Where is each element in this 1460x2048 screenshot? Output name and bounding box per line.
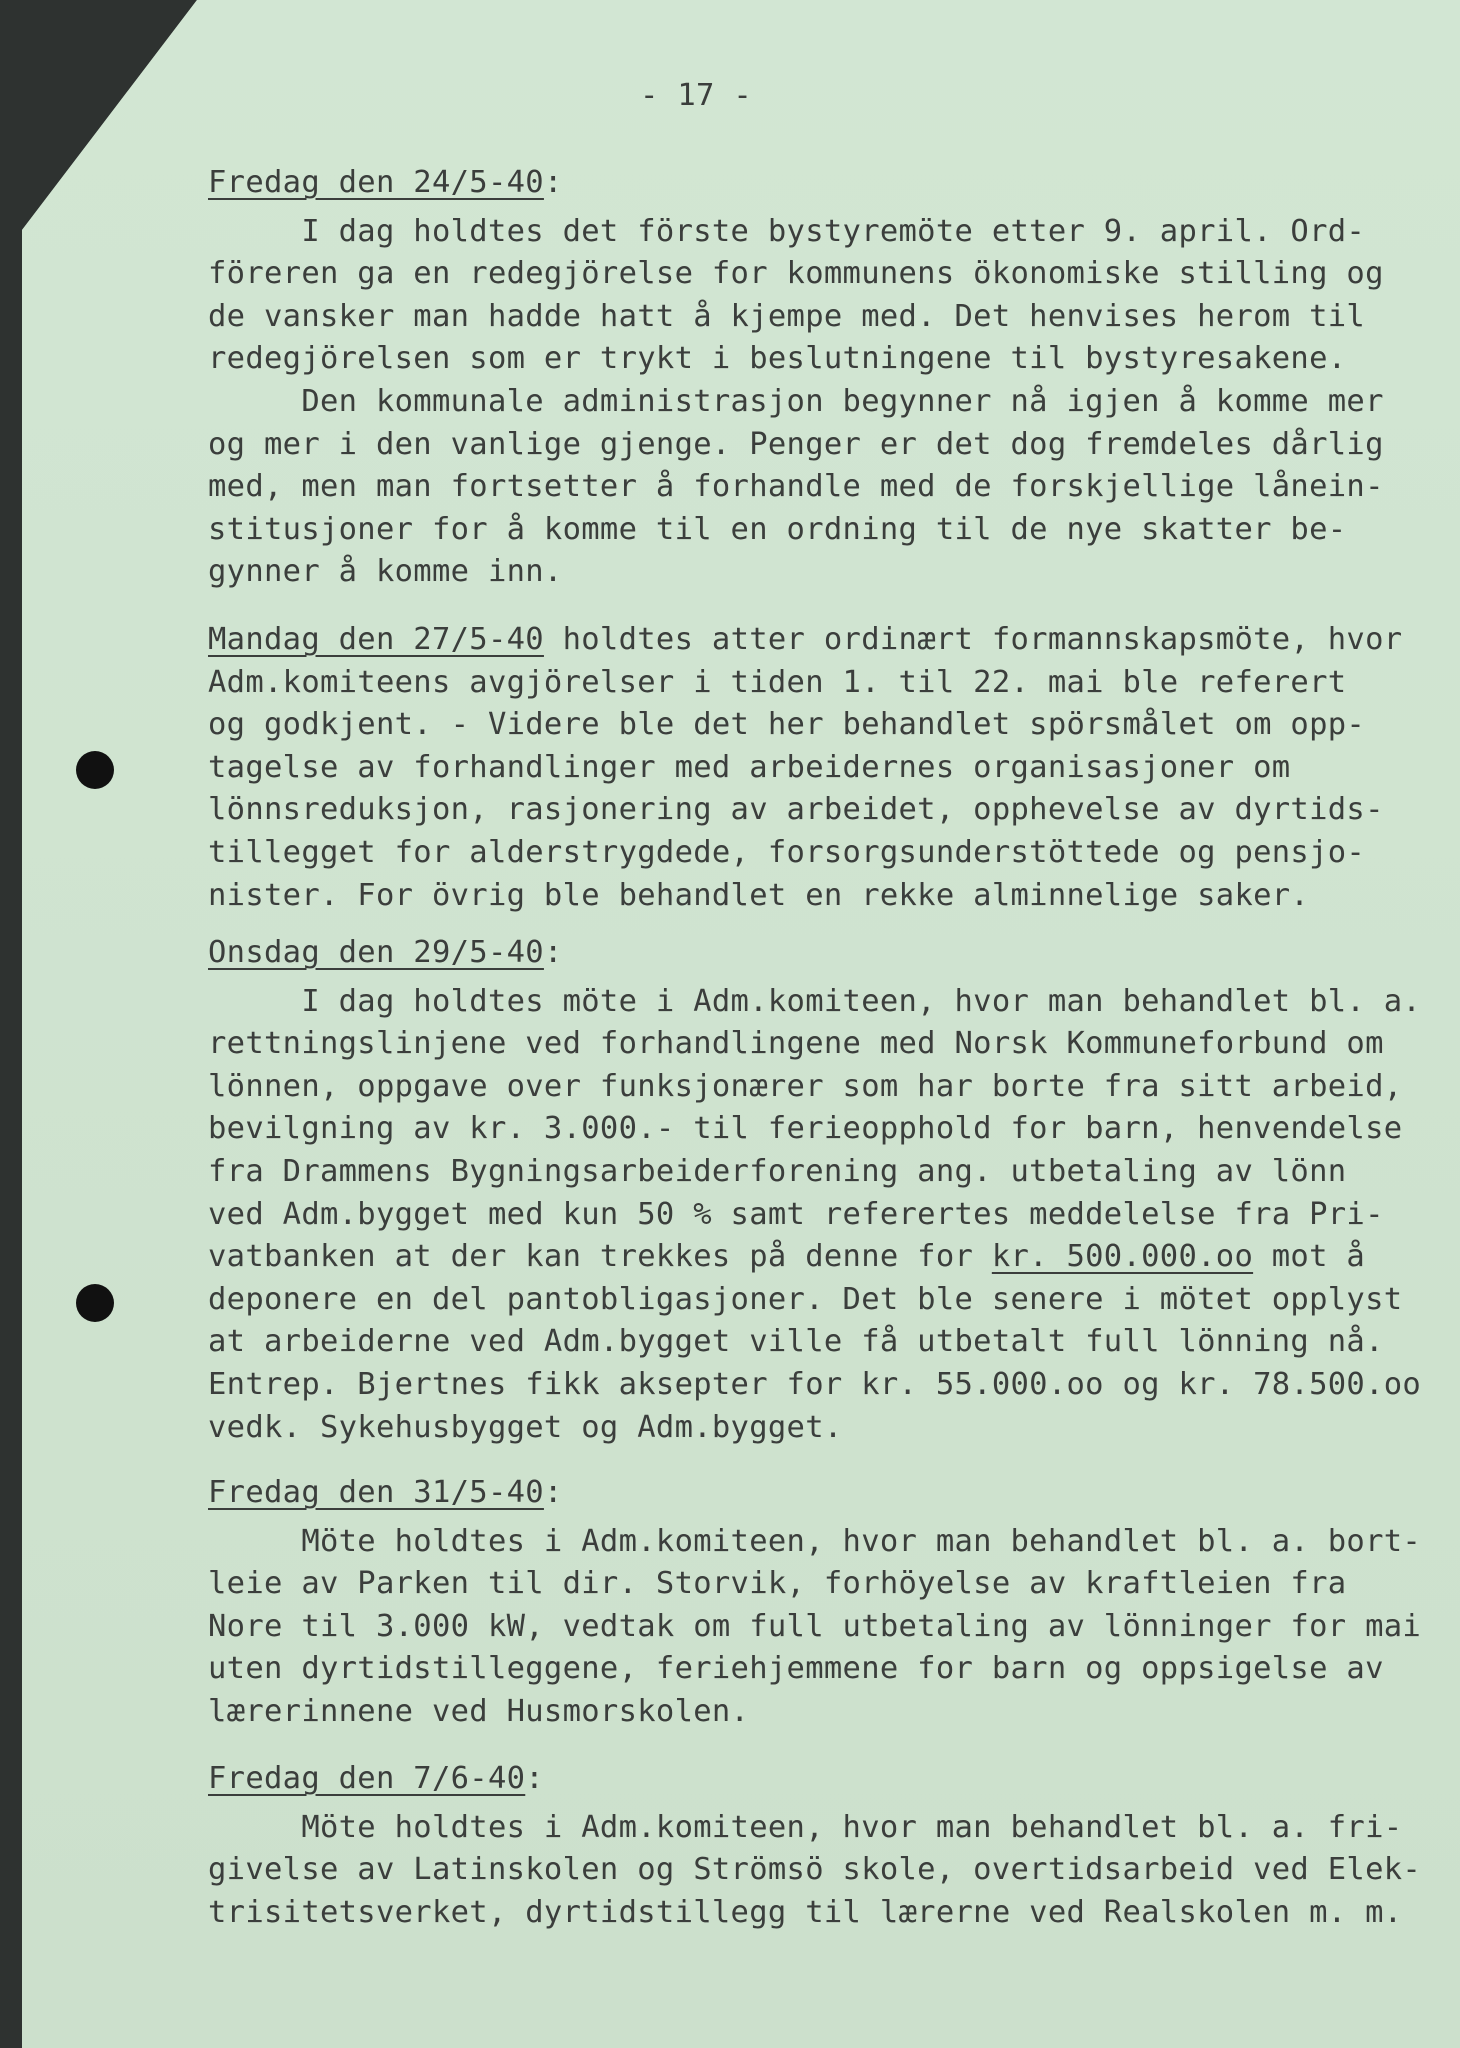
text-line: fra Drammens Bygningsarbeiderforening ang. utbetaling av lönn	[208, 1154, 1347, 1189]
text-line: tillegget for alderstrygdede, forsorgsunderstöttede og pensjo-	[208, 835, 1366, 870]
text-line: vedk. Sykehusbygget og Adm.bygget.	[208, 1409, 843, 1445]
punch-hole-lower	[76, 1284, 114, 1322]
text-line: Möte holdtes i Adm.komiteen, hvor man behandlet bl. a. fri-	[208, 1809, 1403, 1845]
text-line: rettningslinjene ved forhandlingene med Norsk Kommuneforbund om	[208, 1026, 1384, 1062]
heading-date: Mandag den 27/5-40	[208, 622, 544, 657]
text-line: Möte holdtes i Adm.komiteen, hvor man behandlet bl. a. bort-	[208, 1523, 1422, 1559]
text-line: leie av Parken til dir. Storvik, forhöyelse av kraftleien fra	[208, 1566, 1347, 1602]
text-line: lærerinnene ved Husmorskolen.	[208, 1694, 750, 1729]
text-line: deponere en del pantobligasjoner. Det ble senere i mötet opplyst	[208, 1281, 1403, 1317]
text-line: Den kommunale administrasjon begynner nå igjen å komme mer	[208, 384, 1384, 419]
heading-suffix: :	[543, 935, 563, 970]
text-line: redegjörelsen som er trykt i beslutningene til bystyresakene.	[208, 341, 1347, 377]
page-number: - 17 -	[640, 78, 752, 113]
text-line: uten dyrtidstilleggene, feriehjemmene for barn og oppsigelse av	[208, 1651, 1384, 1687]
text-line	[208, 1239, 1365, 1274]
section-heading	[208, 1475, 563, 1510]
text-segment: mot å	[1253, 1239, 1366, 1275]
text-line: Entrep. Bjertnes fikk aksepter for kr. 55.000.oo og kr. 78.500.oo	[208, 1367, 1422, 1402]
heading-suffix: :	[543, 1475, 563, 1510]
text-segment: vatbanken at der kan trekkes på denne for	[208, 1239, 992, 1275]
text-line: og mer i den vanlige gjenge. Penger er det dog fremdeles dårlig	[208, 426, 1384, 462]
punch-hole-upper	[76, 751, 114, 789]
text-line: at arbeiderne ved Adm.bygget ville få utbetalt full lönning nå.	[208, 1324, 1384, 1360]
underlined-amount: kr. 500.000.oo	[991, 1239, 1254, 1275]
text-line: gynner å komme inn.	[208, 554, 563, 590]
text-line: I dag holdtes möte i Adm.komiteen, hvor man behandlet bl. a.	[208, 983, 1422, 1019]
text-line: I dag holdtes det förste bystyremöte etter 9. april. Ord-	[208, 213, 1366, 249]
heading-suffix: holdtes atter ordinært formannskapsmöte, hvor	[543, 622, 1403, 657]
heading-suffix: :	[543, 165, 563, 200]
text-line: bevilgning av kr. 3.000.- til ferieopphold for barn, henvendelse	[208, 1111, 1403, 1147]
text-line: ved Adm.bygget med kun 50 % samt referertes meddelelse fra Pri-	[208, 1196, 1384, 1232]
heading-date: Fredag den 31/5-40	[208, 1475, 544, 1510]
heading-date: Fredag den 7/6-40	[208, 1761, 526, 1796]
text-line: tagelse av forhandlinger med arbeidernes organisasjoner om	[208, 749, 1291, 785]
text-line: de vansker man hadde hatt å kjempe med. Det henvises herom til	[208, 298, 1366, 334]
section-heading	[208, 1761, 544, 1796]
text-line: stitusjoner for å komme til en ordning til de nye skatter be-	[208, 511, 1347, 547]
heading-date: Fredag den 24/5-40	[208, 165, 544, 200]
text-line: Adm.komiteens avgjörelser i tiden 1. til 22. mai ble referert	[208, 664, 1347, 700]
text-line: trisitetsverket, dyrtidstillegg til lærerne ved Realskolen m. m.	[208, 1894, 1403, 1930]
text-line: lönnen, oppgave over funksjonærer som har borte fra sitt arbeid,	[208, 1068, 1403, 1104]
section-heading	[208, 622, 1402, 657]
section-heading	[208, 935, 563, 970]
text-line: givelse av Latinskolen og Strömsö skole, overtidsarbeid ved Elek-	[208, 1852, 1422, 1888]
text-line: og godkjent. - Videre ble det her behandlet spörsmålet om opp-	[208, 707, 1366, 743]
heading-date: Onsdag den 29/5-40	[208, 935, 544, 970]
text-line: föreren ga en redegjörelse for kommunens ökonomiske stilling og	[208, 256, 1384, 292]
text-line: Nore til 3.000 kW, vedtak om full utbetaling av lönninger for mai	[208, 1608, 1422, 1644]
heading-suffix: :	[525, 1761, 544, 1796]
section-heading	[208, 165, 563, 200]
text-line: lönnsreduksjon, rasjonering av arbeidet, opphevelse av dyrtids-	[208, 792, 1384, 828]
text-line: nister. For övrig ble behandlet en rekke alminnelige saker.	[208, 877, 1310, 913]
text-line: med, men man fortsetter å forhandle med de forskjellige lånein-	[208, 469, 1384, 505]
